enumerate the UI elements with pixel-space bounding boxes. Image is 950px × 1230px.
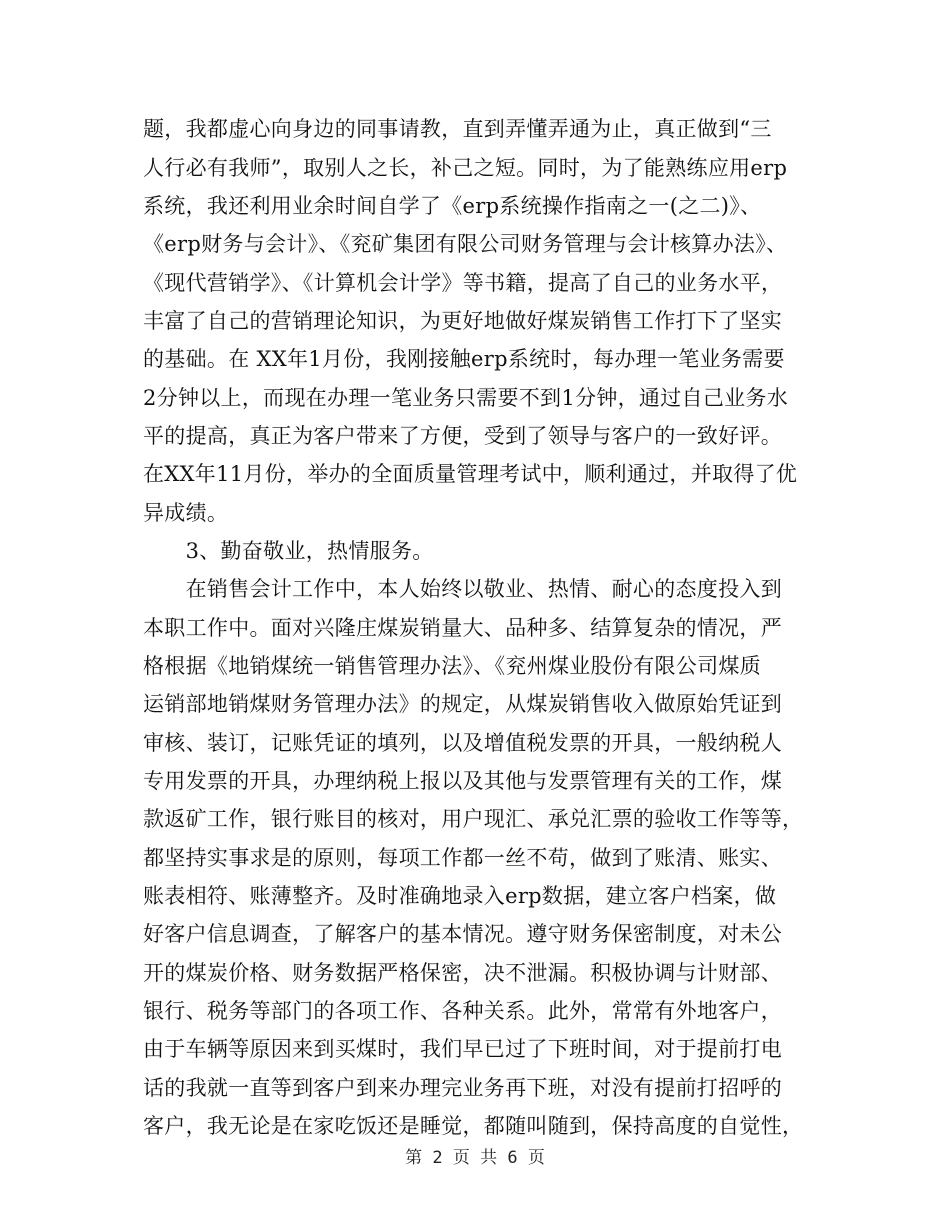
text-line: 格根据《地销煤统一销售管理办法》、《兖州煤业股份有限公司煤质 xyxy=(143,654,761,678)
text-line: 都坚持实事求是的原则，每项工作都一丝不苟，做到了账清、账实、 xyxy=(143,846,782,870)
text-line: 专用发票的开具，办理纳税上报以及其他与发票管理有关的工作，煤 xyxy=(143,769,782,793)
text-line: 人行必有我师”，取别人之长，补己之短。同时，为了能熟练应用erp xyxy=(143,156,788,180)
text-line: 客户，我无论是在家吃饭还是睡觉，都随叫随到，保持高度的自觉性， xyxy=(143,1114,804,1138)
section-heading: 3、勤奋敬业，热情服务。 xyxy=(143,539,434,563)
text-line: 在销售会计工作中，本人始终以敬业、热情、耐心的态度投入到 xyxy=(143,577,782,601)
text-line: 题，我都虚心向身边的同事请教，直到弄懂弄通为止，真正做到“三 xyxy=(143,117,772,141)
text-line: 本职工作中。面对兴隆庄煤炭销量大、品种多、结算复杂的情况，严 xyxy=(143,616,782,640)
text-line: 《现代营销学》、《计算机会计学》等书籍，提高了自己的业务水平， xyxy=(143,271,783,295)
text-line: 运销部地销煤财务管理办法》的规定，从煤炭销售收入做原始凭证到 xyxy=(143,692,782,716)
text-line: 话的我就一直等到客户到来办理完业务再下班，对没有提前打招呼的 xyxy=(143,1076,782,1100)
text-line: 平的提高，真正为客户带来了方便，受到了领导与客户的一致好评。 xyxy=(143,424,782,448)
text-line: 审核、装订，记账凭证的填列，以及增值税发票的开具，一般纳税人 xyxy=(143,731,782,755)
text-line: 开的煤炭价格、财务数据严格保密，决不泄漏。积极协调与计财部、 xyxy=(143,961,782,985)
text-line: 丰富了自己的营销理论知识，为更好地做好煤炭销售工作打下了坚实 xyxy=(143,309,782,333)
text-line: 的基础。在 XX年1月份，我刚接触erp系统时，每办理一笔业务需要 xyxy=(143,347,785,371)
page-number: 第 2 页 共 6 页 xyxy=(405,1148,545,1168)
text-line: 账表相符、账薄整齐。及时准确地录入erp数据，建立客户档案，做 xyxy=(143,884,777,908)
text-line: 由于车辆等原因来到买煤时，我们早已过了下班时间，对于提前打电 xyxy=(143,1037,782,1061)
text-line: 2分钟以上，而现在办理一笔业务只需要不到1分钟，通过自己业务水 xyxy=(143,386,789,410)
text-line: 异成绩。 xyxy=(143,501,229,525)
text-line: 款返矿工作，银行账目的核对，用户现汇、承兑汇票的验收工作等等， xyxy=(143,807,804,831)
text-line: 好客户信息调查，了解客户的基本情况。遵守财务保密制度，对未公 xyxy=(143,922,782,946)
text-line: 系统，我还利用业余时间自学了《erp系统操作指南之一(之二)》、 xyxy=(143,194,762,218)
text-line: 在XX年11月份，举办的全面质量管理考试中，顺利通过，并取得了优 xyxy=(143,462,798,486)
text-line: 《erp财务与会计》、《兖矿集团有限公司财务管理与会计核算办法》、 xyxy=(143,232,788,256)
text-line: 银行、税务等部门的各项工作、各种关系。此外，常常有外地客户， xyxy=(143,999,782,1023)
